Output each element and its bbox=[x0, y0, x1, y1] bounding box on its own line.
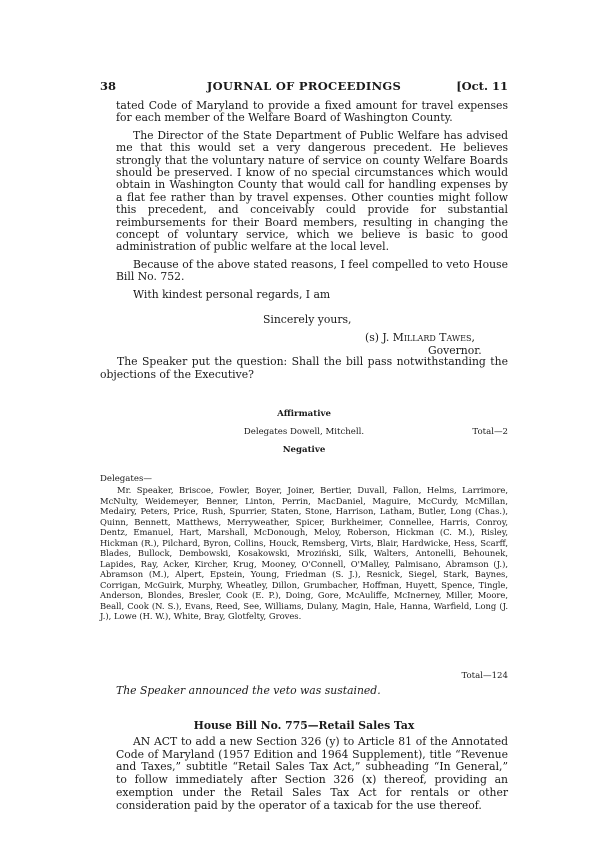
signature-line bbox=[365, 331, 475, 344]
journal-title: JOURNAL OF PROCEEDINGS bbox=[206, 79, 402, 93]
letter-paragraph-3: Because of the above stated reasons, I feel compelled to veto House Bill No. 752. bbox=[116, 257, 508, 284]
signature-title: Governor. bbox=[428, 344, 482, 357]
speaker-question: The Speaker put the question: Shall the bill pass notwithstanding the objections of the Executive? bbox=[100, 355, 508, 381]
veto-announcement: The Speaker announced the veto was sustained. bbox=[116, 684, 381, 697]
header-date: [Oct. 11 bbox=[456, 79, 508, 93]
page-number: 38 bbox=[100, 79, 117, 93]
affirmative-total: Total—2 bbox=[472, 427, 508, 437]
affirmative-names: Delegates Dowell, Mitchell. bbox=[243, 427, 365, 437]
bill-text bbox=[116, 736, 508, 812]
bill-heading: House Bill No. 775—Retail Sales Tax bbox=[193, 719, 415, 732]
veto-letter-body bbox=[116, 100, 508, 301]
signature-name: J. Millard Tawes, bbox=[382, 331, 475, 344]
letter-paragraph-4: With kindest personal regards, I am bbox=[133, 287, 331, 301]
affirmative-heading: Affirmative bbox=[277, 409, 331, 419]
negative-label: Delegates— bbox=[100, 474, 152, 484]
negative-total: Total—124 bbox=[461, 671, 508, 681]
negative-heading: Negative bbox=[282, 445, 326, 455]
letter-paragraph-1: tated Code of Maryland to provide a fixed amount for travel expenses for each member of the Welfare Board of Washington County. bbox=[116, 99, 508, 125]
letter-closing: Sincerely yours, bbox=[263, 313, 352, 326]
negative-names: Mr. Speaker, Briscoe, Fowler, Boyer, Joiner, Bertier, Duvall, Fallon, Helms, Larrimore, McNulty, Weidemeyer, Benner, Linton, Perrin, MacDaniel, Maguire, McCurdy, McMillan, Medairy, Peters, Price, Rush, Spurrier, Staten, Stone, Harrison, Latham, Butler, Long (Chas.), Quinn, Bennett, Matthews, Merryweather, Spicer, Burkheimer, Connellee, Harris, Conroy, Dentz, Emanuel, Hart, Marshall, McDonough, Meloy, Roberson, Hickman (C. M.), Risley, Hickman (R.), Pilchard, Byron, Collins, Houck, Remsberg, Virts, Blair, Hardwicke, Hess, Scarff, Blades, Bullock, Dembowski, Kosakowski, Mroziński, Silk, Walters, Antonelli, Behounek, Lapides, Ray, Acker, Kircher, Krug, Mooney, O'Connell, O'Malley, Palmisano, Abramson (J.), Abramson (M.), Alpert, Epstein, Young, Friedman (S. J.), Resnick, Siegel, Stark, Baynes, Corrigan, McGuirk, Murphy, Wheatley, Dillon, Grumbacher, Hoffman, Huyett, Spence, Tingle, Anderson, Blondes, Bresler, Cook (E. P.), Doing, Gore, McAuliffe, McInerney, Miller, Moore, Beall, Cook (N. S.), Evans, Reed, See, Williams, Dulany, Magin, Hale, Hanna, Warfield, Long (J. J.), Lowe (H. W.), White, Bray, Glotfelty, Groves. bbox=[100, 485, 508, 621]
letter-paragraph-2: The Director of the State Department of Public Welfare has advised me that this would set a very dangerous precedent. He believes strongly that the voluntary nature of service on county Welfare Boards should be preserved. I know of no special circumstances which would obtain in Washington County that would call for handling expenses by a flat fee rather than by travel expenses. Other counties might follow this precedent, and conceivably could provide for substantial reimbursements for their Board members, resulting in changing the concept of voluntary service, which we believe is basic to good administration of public welfare at the local level. bbox=[116, 128, 508, 254]
signature-prefix: (s) bbox=[365, 331, 379, 344]
bill-paragraph: AN ACT to add a new Section 326 (y) to Article 81 of the Annotated Code of Maryland (1957 Edition and 1964 Supplement), title “Revenue and Taxes,” subtitle “Retail Sales Tax Act,” subheading “In General,” to follow immediately after Section 326 (x) thereof, providing an exemption under the Retail Sales Tax Act for rentals or other consideration paid by the operator of a taxicab for the use thereof. bbox=[116, 735, 508, 812]
page-header bbox=[100, 79, 508, 95]
